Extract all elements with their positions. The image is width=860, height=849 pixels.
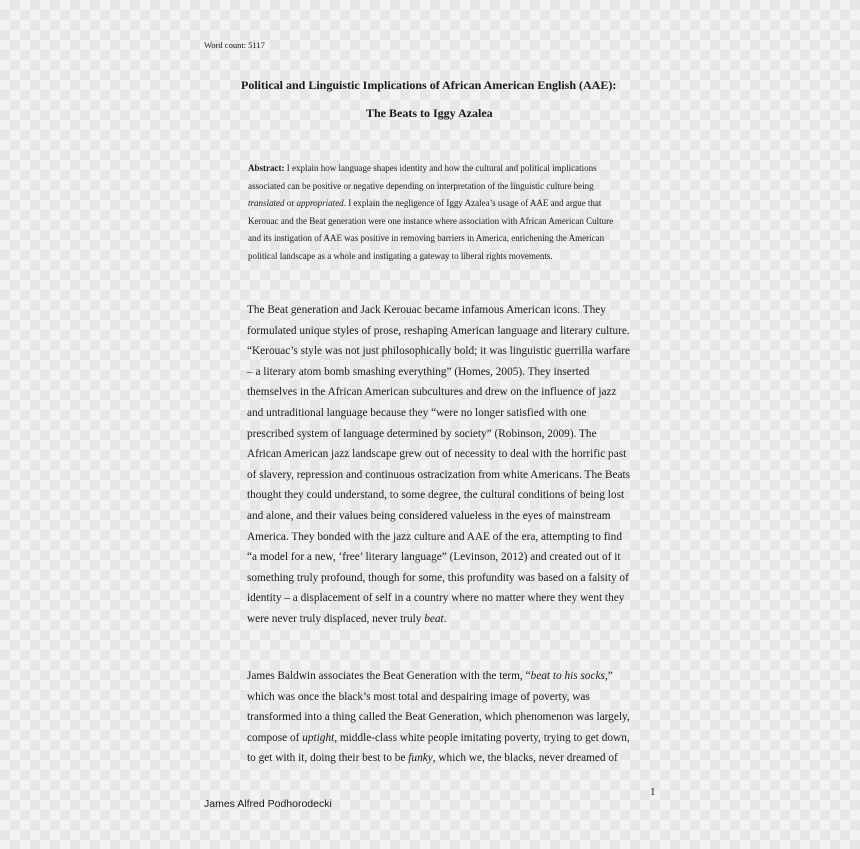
- abstract-line: political landscape as a whole and instigating a gateway to liberal rights movements.: [248, 250, 553, 261]
- paragraph-line: were never truly displaced, never truly beat.: [247, 612, 447, 625]
- paragraph-line: and alone, and their values being considered valueless in the eyes of mainstream: [247, 509, 611, 522]
- paragraph-line: and untraditional language because they “were no longer satisfied with one: [247, 406, 587, 419]
- word-count: Word count: 5117: [204, 40, 265, 50]
- abstract-line: translated or appropriated. I explain the negligence of Iggy Azalea’s usage of AAE and argue that: [248, 198, 602, 208]
- abstract-line: Abstract: I explain how language shapes identity and how the cultural and political implications: [248, 163, 597, 173]
- abstract-line: associated can be positive or negative depending on interpretation of the linguistic culture being: [248, 180, 594, 191]
- paragraph-line: themselves in the African American subcultures and drew on the influence of jazz: [247, 386, 617, 399]
- paragraph-line: which was once the black’s most total and despairing image of poverty, was: [247, 690, 590, 703]
- paragraph-line: “a model for a new, ‘free’ literary language” (Levinson, 2012) and created out of it: [247, 551, 621, 564]
- abstract-line: Kerouac and the Beat generation were one instance where association with African American Culture: [248, 215, 614, 226]
- paragraph-line: of slavery, repression and continuous ostracization from white Americans. The Beats: [247, 468, 631, 481]
- paragraph-line: compose of uptight, middle-class white people imitating poverty, trying to get down,: [247, 731, 630, 744]
- paragraph-line: transformed into a thing called the Beat Generation, which phenomenon was largely,: [247, 711, 630, 724]
- body-paragraph-1: [247, 300, 630, 630]
- paragraph-line: “Kerouac’s style was not just philosophically bold; it was linguistic guerrilla warfare: [247, 345, 631, 358]
- abstract-label: Abstract:: [248, 163, 285, 173]
- title-line-1: Political and Linguistic Implications of African American English (AAE):: [241, 78, 617, 92]
- body-paragraph-2: [247, 666, 630, 769]
- paragraph-line: America. They bonded with the jazz culture and AAE of the era, attempting to find: [247, 530, 622, 543]
- paragraph-line: identity – a displacement of self in a country where no matter where they went they: [247, 592, 625, 605]
- paragraph-line: thought they could understand, to some degree, the cultural conditions of being lost: [247, 489, 625, 502]
- paragraph-line: – a literary atom bomb smashing everything” (Homes, 2005). They inserted: [247, 365, 590, 378]
- paragraph-line: The Beat generation and Jack Kerouac became infamous American icons. They: [247, 304, 606, 316]
- paragraph-line: James Baldwin associates the Beat Generation with the term, “beat to his socks,”: [247, 670, 613, 682]
- page-number: 1: [650, 786, 656, 798]
- abstract-line: and its instigation of AAE was positive in removing barriers in America, enrichening the American: [248, 233, 605, 243]
- paragraph-line: formulated unique styles of prose, reshaping American language and literary culture.: [247, 324, 630, 337]
- title-line-2: The Beats to Iggy Azalea: [366, 106, 493, 120]
- paragraph-line: prescribed system of language determined by society” (Robinson, 2009). The: [247, 427, 597, 440]
- paragraph-line: to get with it, doing their best to be funky, which we, the blacks, never dreamed of: [247, 752, 618, 765]
- abstract: [248, 160, 658, 265]
- paragraph-line: African American jazz landscape grew out of necessity to deal with the horrific past: [247, 448, 627, 461]
- author-name: James Alfred Podhorodecki: [204, 798, 332, 810]
- paragraph-line: something truly profound, though for some, this profundity was based on a falsity of: [247, 571, 629, 584]
